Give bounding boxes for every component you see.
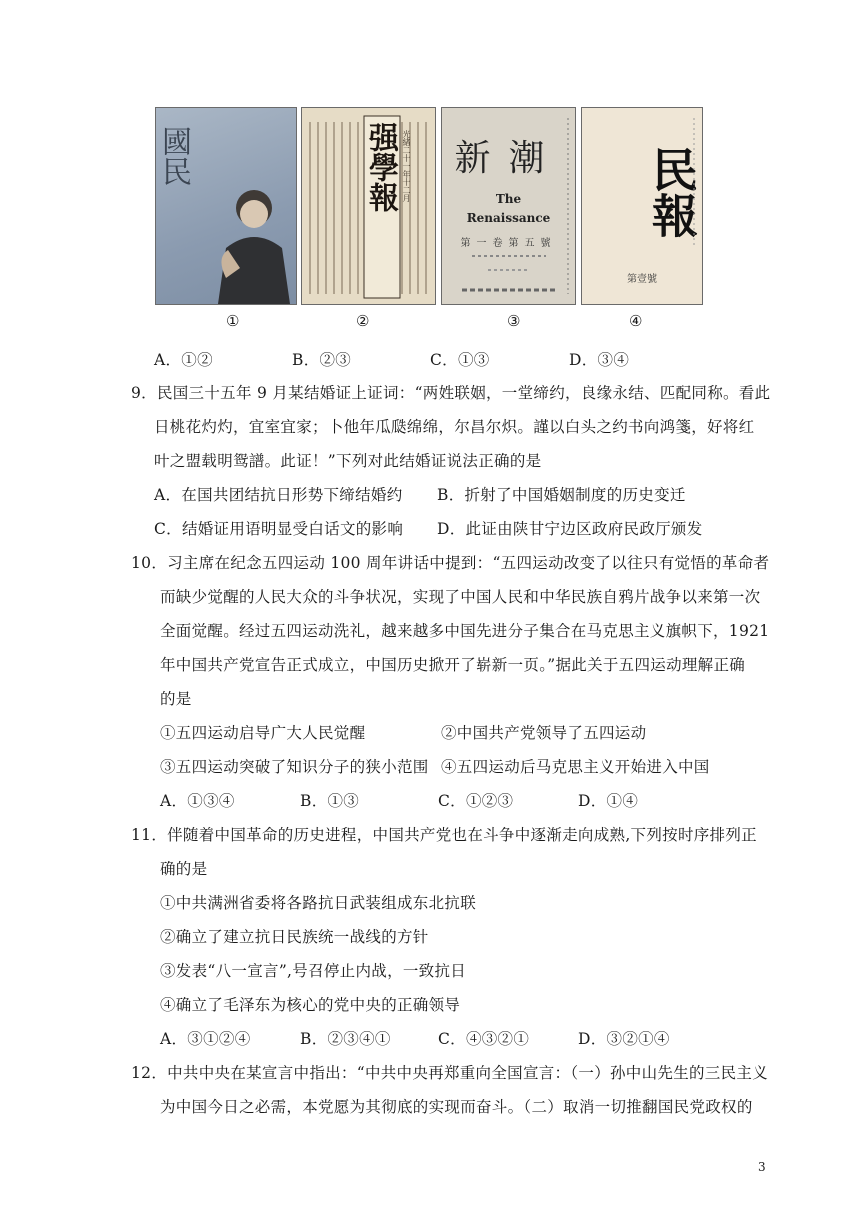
xinchao-title: 新潮: [454, 138, 563, 179]
magazine-images: [155, 107, 705, 305]
image-guomin-magazine: [155, 107, 297, 305]
q10-stem-line-2: 而缺少觉醒的人民大众的斗争状况，实现了中国人民和中华民族自鸦片战争以来第一次: [160, 588, 761, 606]
q9-option-c: C．结婚证用语明显受白话文的影响: [154, 520, 404, 538]
q11-option-b: B．②③④①: [300, 1030, 391, 1048]
caption-4: ④: [629, 312, 643, 330]
xinchao-small-print: [442, 108, 575, 304]
q10-stem-line-4: 年中国共产党宣告正式成立，中国历史掀开了崭新一页。”据此关于五四运动理解正确: [160, 656, 746, 674]
q11-item-2: ②确立了建立抗日民族统一战线的方针: [160, 928, 429, 946]
q10-option-c: C．①②③: [438, 792, 514, 810]
guomin-title: 國民: [156, 126, 191, 186]
q10-item-2: ②中国共产党领导了五四运动: [441, 724, 647, 742]
caption-2: ②: [356, 312, 370, 330]
q10-item-1: ①五四运动启导广大人民觉醒: [160, 724, 366, 742]
q8-option-b: B．②③: [292, 351, 352, 369]
q8-option-c: C．①③: [430, 351, 490, 369]
xinchao-the: The: [495, 192, 522, 206]
q11-item-4: ④确立了毛泽东为核心的党中央的正确领导: [160, 996, 461, 1014]
q10-stem-line-3: 全面觉醒。经过五四运动洗礼，越来越多中国先进分子集合在马克思主义旗帜下，1921: [160, 622, 770, 640]
qiangxuebao-date: 光緒二十一年十二月: [402, 130, 411, 202]
caption-1: ①: [226, 312, 240, 330]
q9-stem-line-3: 叶之盟载明鸳譜。此证！”下列对此结婚证说法正确的是: [154, 452, 542, 470]
q9-option-b: B．折射了中国婚姻制度的历史变迁: [437, 486, 686, 504]
xinchao-renaissance: Renaissance: [466, 211, 551, 225]
image-xinchao-magazine: [441, 107, 576, 305]
page-number: 3: [758, 1160, 766, 1174]
q9-stem-line-2: 日桃花灼灼，宜室宜家；卜他年瓜瓞绵绵，尔昌尔炽。謹以白头之约书向鸿箋，好将红: [154, 418, 755, 436]
q11-option-c: C．④③②①: [438, 1030, 530, 1048]
q11-option-d: D．③②①④: [578, 1030, 670, 1048]
q10-option-a: A．①③④: [160, 792, 235, 810]
q11-stem-line-2: 确的是: [160, 860, 208, 878]
q10-item-4: ④五四运动后马克思主义开始进入中国: [441, 758, 710, 776]
q10-stem-line-1: 10．习主席在纪念五四运动 100 周年讲话中提到：“五四运动改变了以往只有觉悟的革命者: [131, 554, 770, 572]
q11-option-a: A．③①②④: [160, 1030, 251, 1048]
q10-option-b: B．①③: [300, 792, 360, 810]
q11-item-1: ①中共满洲省委将各路抗日武装组成东北抗联: [160, 894, 477, 912]
minbao-issue: 第壹號: [627, 274, 657, 285]
q11-item-3: ③发表“八一宣言”,号召停止内战，一致抗日: [160, 962, 467, 980]
q10-stem-line-5: 的是: [160, 690, 192, 708]
q8-option-a: A．①②: [154, 351, 213, 369]
image-minbao-magazine: [581, 107, 703, 305]
q10-item-3: ③五四运动突破了知识分子的狭小范围: [160, 758, 429, 776]
xinchao-issue: 第一卷第五號: [460, 238, 557, 249]
minbao-title: 民報: [645, 146, 699, 238]
q8-option-d: D．③④: [569, 351, 630, 369]
image-qiangxuebao: [301, 107, 436, 305]
q9-option-d: D．此证由陕甘宁边区政府民政厅颁发: [437, 520, 703, 538]
q10-option-d: D．①④: [578, 792, 639, 810]
q9-option-a: A．在国共团结抗日形势下缔结婚约: [154, 486, 403, 504]
q9-stem-line-1: 9．民国三十五年 9 月某结婚证上证词：“两姓联姻，一堂缔约，良缘永结、匹配同称。看此: [131, 384, 771, 402]
q12-stem-line-1: 12．中共中央在某宣言中指出：“中共中央再郑重向全国宣言：（一）孙中山先生的三民主义: [131, 1064, 768, 1082]
caption-3: ③: [507, 312, 521, 330]
qiangxuebao-title: 强學報: [363, 122, 398, 212]
q12-stem-line-2: 为中国今日之必需，本党愿为其彻底的实现而奋斗。（二）取消一切推翻国民党政权的: [160, 1098, 753, 1116]
minbao-side-print: [582, 108, 702, 304]
q11-stem-line-1: 11．伴随着中国革命的历史进程，中国共产党也在斗争中逐渐走向成熟,下列按时序排列正: [131, 826, 757, 844]
